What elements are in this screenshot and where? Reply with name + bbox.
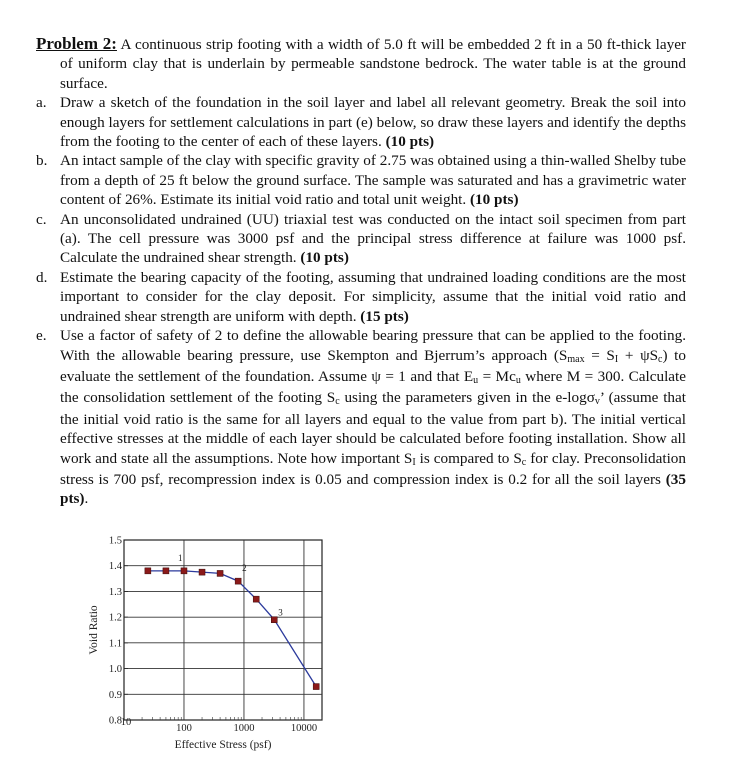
part-e-text: = Mc — [478, 367, 516, 385]
part-points: (35 pts) — [60, 470, 686, 508]
plot-frame — [124, 540, 322, 720]
part-e-text: ) to evaluate the settlement of the foundation. Assume ψ = 1 and that E — [60, 346, 686, 385]
y-tick-label: 0.8 — [108, 715, 122, 727]
y-tick-label: 1.5 — [108, 535, 122, 547]
x-tick-label: 100 — [176, 723, 192, 734]
curve-annotation: 3 — [278, 607, 283, 618]
y-tick-label: 1.1 — [108, 638, 122, 650]
part-d — [36, 268, 686, 326]
part-points: (10 pts) — [300, 249, 349, 267]
part-e-text: Use a factor of safety of 2 to define the allowable bearing pressure that can be applied to the footing. With the allowable bearing pressure, use Skempton and Bjerrum’s approach (S — [60, 327, 686, 364]
part-c — [36, 210, 686, 268]
subscript-max: max — [567, 353, 585, 365]
part-points: (15 pts) — [360, 307, 409, 325]
part-e-text: using the parameters given in the e-logσ — [339, 389, 595, 407]
part-points: (10 pts) — [385, 133, 435, 151]
part-e-text: is compared to S — [415, 449, 522, 467]
part-e-text: ’ (assume that the initial void ratio is the same for all layers and equal to the value from part b). The initial vertical effective stresses at the middle of each layer should be calculated before footing installation. Show all work and state all the assumptions. Note how important S — [60, 389, 686, 467]
y-tick-label: 1.2 — [108, 612, 122, 624]
part-text: An intact sample of the clay with specific gravity of 2.75 was obtained using a thin-walled Shelby tube from a depth of 25 ft below the ground surface. The sample was saturated and has a gravimetric water content of 26%. Estimate its initial void ratio and total unit weight. — [60, 152, 686, 209]
data-point-marker — [313, 684, 319, 690]
problem-intro — [36, 34, 686, 93]
subscript-c: c — [335, 396, 340, 408]
data-point-marker — [271, 617, 277, 623]
curve-annotation: 2 — [242, 563, 247, 574]
part-e-text: where M = 300. Calculate the consolidation settlement of the footing S — [60, 367, 687, 407]
part-e-text: for clay. Preconsolidation stress is 700 psf, recompression index is 0.05 and compression index is 0.2 for all the soil layers — [60, 449, 686, 488]
y-tick-label: 1.3 — [108, 586, 122, 598]
data-point-marker — [217, 570, 223, 576]
data-point-marker — [235, 578, 241, 584]
y-tick-label: 1.4 — [108, 561, 122, 573]
problem-document — [36, 34, 686, 509]
part-e — [36, 326, 686, 509]
y-axis-label: Void Ratio — [88, 605, 100, 655]
y-tick-label: 0.9 — [108, 689, 122, 701]
part-marker: b. — [36, 152, 48, 170]
data-point-marker — [181, 568, 187, 574]
data-point-marker — [199, 569, 205, 575]
x-axis-label: Effective Stress (psf) — [174, 739, 272, 751]
y-tick-label: 1.0 — [108, 664, 122, 676]
part-a — [36, 93, 686, 151]
data-point-marker — [253, 596, 259, 602]
part-marker: c. — [36, 210, 47, 228]
subscript-c: c — [658, 353, 663, 365]
problem-title: Problem 2: — [36, 34, 117, 53]
part-marker: a. — [36, 94, 47, 112]
part-marker: e. — [36, 327, 47, 345]
subscript-c: c — [521, 456, 527, 468]
part-text: Draw a sketch of the foundation in the soil layer and label all relevant geometry. Break the soil into enough layers for settlement calculations in part (e) below, so draw these layers and identify the depths from the footing to the center of each of these layers. — [60, 94, 686, 151]
part-b — [36, 151, 686, 209]
part-points: (10 pts) — [470, 191, 519, 209]
part-e-text: + ψS — [618, 346, 659, 364]
data-point-marker — [145, 568, 151, 574]
part-e-text: = S — [584, 346, 615, 364]
x-tick-label: 10000 — [290, 723, 318, 734]
void-ratio-chart — [84, 532, 354, 758]
part-marker: d. — [36, 268, 48, 286]
part-text: An unconsolidated undrained (UU) triaxial test was conducted on the intact soil specimen from part (a). The cell pressure was 3000 psf and the principal stress difference at failure was 1000 psf. Calculate the undrained shear strength. — [60, 210, 686, 267]
subscript-i: I — [614, 353, 619, 365]
subscript-v: v — [594, 396, 600, 408]
curve-annotation: 1 — [177, 552, 183, 563]
part-text: Estimate the bearing capacity of the footing, assuming that undrained loading conditions are the most important to consider for the clay deposit. For simplicity, assume that the initial void ratio and undrained shear strength are uniform with depth. — [60, 268, 686, 325]
x-tick-label: 1000 — [233, 723, 255, 734]
x-tick-label: 10 — [120, 717, 132, 728]
problem-intro-text: A continuous strip footing with a width of 5.0 ft will be embedded 2 ft in a 50 ft-thick layer of uniform clay that is underlain by permeable sandstone bedrock. The water table is at the ground surface. — [60, 36, 686, 92]
part-e-end: . — [84, 490, 89, 508]
subscript-u: u — [515, 374, 521, 386]
chart-svg — [84, 532, 354, 758]
subscript-i: I — [412, 456, 416, 468]
problem-parts — [36, 93, 686, 509]
data-point-marker — [163, 568, 169, 574]
subscript-u: u — [473, 374, 479, 386]
